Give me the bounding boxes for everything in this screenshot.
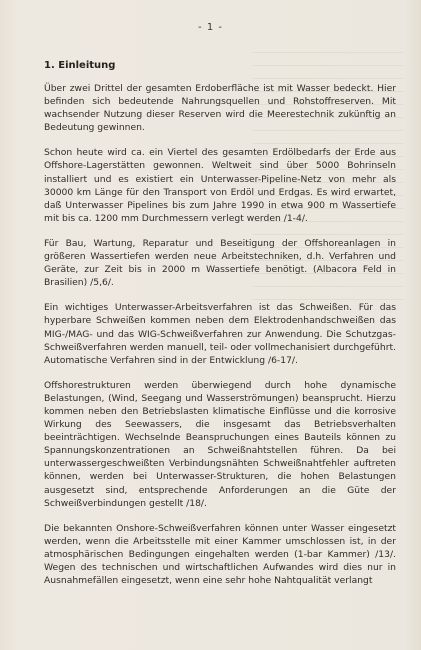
page-number: - 1 -	[198, 22, 223, 33]
paragraph-offshore-construction: Für Bau, Wartung, Reparatur und Beseitigung der Offshoreanlagen in größeren Wassertiefen werden neue Arbeitstechniken, d.h. Verfahren und Geräte, zur Zeit bis in 2000 m Wassertiefe benötigt. (Albacora Feld in Brasilien) /5,6/.	[44, 237, 396, 289]
section-heading: 1. Einleitung	[44, 60, 116, 71]
paragraph-oil-demand: Schon heute wird ca. ein Viertel des gesamten Erdölbedarfs der Erde aus Offshore-Lagerstätten gewonnen. Weltweit sind über 5000 Bohrinseln installiert und es existiert ein Unterwasser-Pipeline-Netz von mehr als 30000 km Länge für den Transport von Erdöl und Erdgas. Es wird erwartet, daß Unterwasser Pipelines bis zum Jahre 1990 in etwa 900 m Wassertiefe mit bis ca. 1200 mm Durchmessern verlegt werden /1-4/.	[44, 147, 396, 224]
paragraph-offshore-structures: Offshorestrukturen werden überwiegend durch hohe dynamische Belastungen, (Wind, Seegang und Wasserströmungen) beansprucht. Hierzu kommen neben den Betriebslasten klimatische Einflüsse und die korrosive Wirkung des Seewassers, die insgesamt das Betriebsverhalten beeinträchtigen. Wechselnde Beanspruchungen eines Bauteils können zu Spannungskonzentrationen an Schweißnahtstellen führen. Da bei unterwassergeschweißten Verbindungsnähten Schweißnahtfehler auftreten können, werden bei Unterwasser-Strukturen, die hohen Belastungen ausgesetzt sind, entsprechende Anforderungen an die Güte der Schweißverbindungen gestellt /18/.	[44, 379, 396, 509]
paragraph-onshore-processes: Die bekannten Onshore-Schweißverfahren können unter Wasser eingesetzt werden, wenn die Arbeitsstelle mit einer Kammer umschlossen ist, in der atmosphärischen Bedingungen eingehalten werden (1-bar Kammer) /13/. Wegen des technischen und wirtschaftlichen Aufwandes wird dies nur in Ausnahmefällen eingesetzt, wenn eine sehr hohe Nahtqualität verlangt	[44, 522, 396, 587]
paragraph-underwater-welding: Ein wichtiges Unterwasser-Arbeitsverfahren ist das Schweißen. Für das hyperbare Schweißen kommen neben dem Elektrodenhandschweißen das MIG-/MAG- und das WIG-Schweißverfahren zur Anwendung. Die Schutzgas-Schweißverfahren werden manuell, teil- oder vollmechanisiert durchgeführt. Automatische Verfahren sind in der Entwicklung /6-17/.	[44, 302, 396, 366]
page-body	[44, 60, 396, 599]
paragraph-intro: Über zwei Drittel der gesamten Erdoberfläche ist mit Wasser bedeckt. Hier befinden sich bedeutende Nahrungsquellen und Rohstoffreserven. Mit wachsender Nutzung dieser Reserven wird die Meerestechnik zukünftig an Bedeutung gewinnen.	[44, 83, 396, 134]
